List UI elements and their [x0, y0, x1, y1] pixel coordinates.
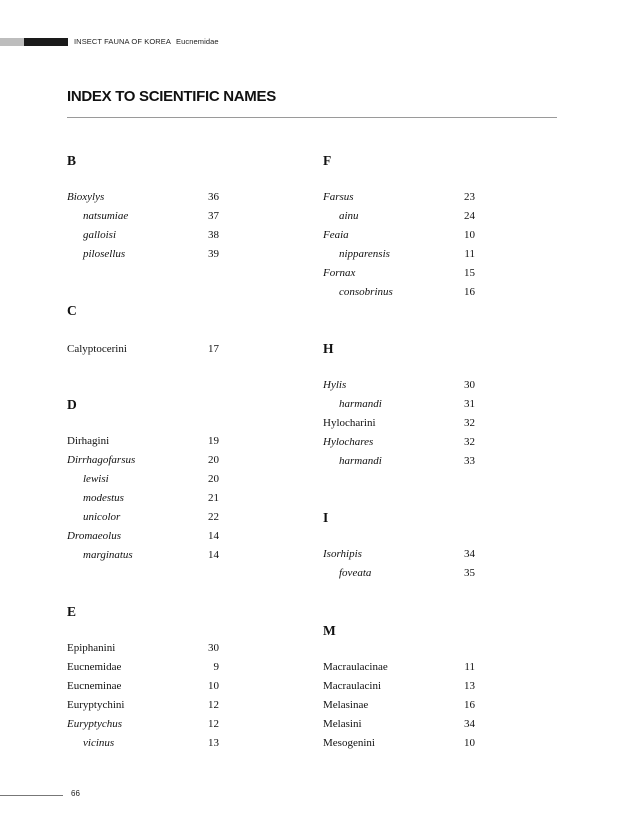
index-entry-name: lewisi: [83, 473, 109, 485]
index-entry-page: 10: [464, 737, 475, 749]
index-entry-page: 16: [464, 699, 475, 711]
index-entry: [323, 189, 475, 205]
index-entry: [323, 434, 475, 450]
index-entry-name: Eucnemidae: [67, 661, 122, 673]
index-entry-name: pilosellus: [83, 248, 126, 260]
index-entry: [323, 284, 475, 300]
index-entry: [323, 453, 475, 469]
index-entry: [67, 640, 219, 656]
index-entry-name: Mesogenini: [323, 737, 375, 749]
index-entry: [323, 208, 475, 224]
index-entry-name: Feaia: [323, 229, 349, 241]
index-entry-page: 19: [208, 435, 219, 447]
index-entry: [67, 697, 219, 713]
index-entry-name: harmandi: [339, 455, 382, 467]
index-entry-name: marginatus: [83, 549, 133, 561]
index-entry-name: galloisi: [83, 229, 117, 241]
index-entry-page: 17: [208, 343, 219, 355]
index-entry: [67, 490, 219, 506]
index-letter-heading: H: [323, 341, 334, 356]
index-entry-name: Dirrhagofarsus: [67, 454, 136, 466]
index-entry-page: 22: [208, 511, 219, 523]
index-entry: [323, 697, 475, 713]
page-number: 66: [71, 789, 80, 798]
index-entry-name: consobrinus: [339, 286, 393, 298]
running-header: [74, 37, 219, 46]
index-entry-page: 20: [208, 473, 219, 485]
index-entry-page: 24: [464, 210, 475, 222]
index-entry-page: 35: [464, 567, 475, 579]
index-entry-page: 12: [208, 718, 219, 730]
title-divider: [67, 117, 557, 118]
index-entry: [323, 377, 475, 393]
index-letter-heading: M: [323, 623, 336, 638]
running-header-family: Eucnemidae: [175, 37, 219, 46]
index-entry-page: 33: [464, 455, 475, 467]
index-entry-name: Isorhipis: [323, 548, 362, 560]
index-letter-heading: C: [67, 303, 77, 318]
index-entry: [67, 528, 219, 544]
index-entry-name: natsumiae: [83, 210, 129, 222]
index-entry: [323, 396, 475, 412]
index-entry-page: 13: [208, 737, 219, 749]
index-entry-page: 13: [464, 680, 475, 692]
index-entry-name: Euryptychus: [67, 718, 122, 730]
index-entry-name: Hylocharini: [323, 417, 376, 429]
index-entry-name: Fornax: [323, 267, 356, 279]
index-letter-heading: F: [323, 153, 332, 168]
index-entry-name: vicinus: [83, 737, 115, 749]
index-entry-name: Bioxylys: [67, 191, 105, 203]
index-entry-name: unicolor: [83, 511, 121, 523]
index-entry: [323, 546, 475, 562]
index-entry-page: 21: [208, 492, 219, 504]
index-entry-page: 20: [208, 454, 219, 466]
header-bar-gray: [0, 38, 24, 46]
index-letter-heading: B: [67, 153, 77, 168]
index-entry-page: 32: [464, 417, 475, 429]
index-entry-name: Epiphanini: [67, 642, 116, 654]
index-letter-heading: D: [67, 397, 77, 412]
index-entry-page: 10: [464, 229, 475, 241]
index-entry: [67, 189, 219, 205]
index-entry-name: foveata: [339, 567, 372, 579]
index-entry: [67, 341, 219, 357]
index-entry-page: 34: [464, 718, 475, 730]
index-entry-page: 30: [208, 642, 219, 654]
index-entry: [67, 509, 219, 525]
index-entry-page: 11: [464, 661, 475, 673]
index-entry-name: Hylochares: [323, 436, 374, 448]
index-entry-name: ainu: [339, 210, 359, 222]
index-entry: [67, 735, 219, 751]
index-entry-name: Dirhagini: [67, 435, 110, 447]
index-entry: [323, 678, 475, 694]
index-entry: [67, 227, 219, 243]
index-entry-page: 15: [464, 267, 475, 279]
index-entry: [67, 208, 219, 224]
footer-rule: [0, 795, 63, 796]
index-entry: [67, 433, 219, 449]
index-entry-page: 37: [208, 210, 219, 222]
index-entry: [323, 227, 475, 243]
index-entry: [67, 716, 219, 732]
index-entry: [323, 246, 475, 262]
index-entry-page: 34: [464, 548, 475, 560]
index-entry-page: 38: [208, 229, 219, 241]
index-entry: [67, 246, 219, 262]
index-entry-page: 36: [208, 191, 219, 203]
index-entry-page: 39: [208, 248, 219, 260]
index-entry: [67, 659, 219, 675]
index-entry-page: 23: [464, 191, 475, 203]
index-entry-page: 10: [208, 680, 219, 692]
index-entry-name: Euryptychini: [67, 699, 125, 711]
index-entry-page: 31: [464, 398, 475, 410]
index-entry-name: Hylis: [323, 379, 347, 391]
index-entry-name: modestus: [83, 492, 124, 504]
index-entry: [323, 415, 475, 431]
index-entry: [323, 265, 475, 281]
index-entry-name: Dromaeolus: [67, 530, 121, 542]
index-entry: [67, 678, 219, 694]
index-letter-heading: I: [323, 510, 329, 525]
index-entry: [323, 735, 475, 751]
index-entry-name: Calyptocerini: [67, 343, 127, 355]
index-entry-page: 9: [213, 661, 219, 673]
header-bar-black: [24, 38, 68, 46]
running-header-series: INSECT FAUNA OF KOREA: [74, 37, 171, 46]
index-entry-name: Eucneminae: [67, 680, 122, 692]
index-entry-name: Macraulacinae: [323, 661, 388, 673]
page-title: INDEX TO SCIENTIFIC NAMES: [67, 88, 276, 105]
index-entry-page: 30: [464, 379, 475, 391]
index-entry-page: 14: [208, 530, 219, 542]
index-entry-page: 14: [208, 549, 219, 561]
index-entry: [67, 471, 219, 487]
index-entry-page: 16: [464, 286, 475, 298]
index-entry: [323, 565, 475, 581]
index-entry-page: 12: [208, 699, 219, 711]
index-entry: [323, 716, 475, 732]
index-letter-heading: E: [67, 604, 77, 619]
index-entry-name: Farsus: [323, 191, 354, 203]
index-entry-name: Melasinae: [323, 699, 369, 711]
index-entry: [67, 452, 219, 468]
index-entry: [323, 659, 475, 675]
index-entry-name: harmandi: [339, 398, 382, 410]
index-entry-name: Macraulacini: [323, 680, 382, 692]
index-entry-name: nipparensis: [339, 248, 390, 260]
index-entry-page: 32: [464, 436, 475, 448]
index-entry-name: Melasini: [323, 718, 362, 730]
index-entry-page: 11: [464, 248, 475, 260]
index-entry: [67, 547, 219, 563]
